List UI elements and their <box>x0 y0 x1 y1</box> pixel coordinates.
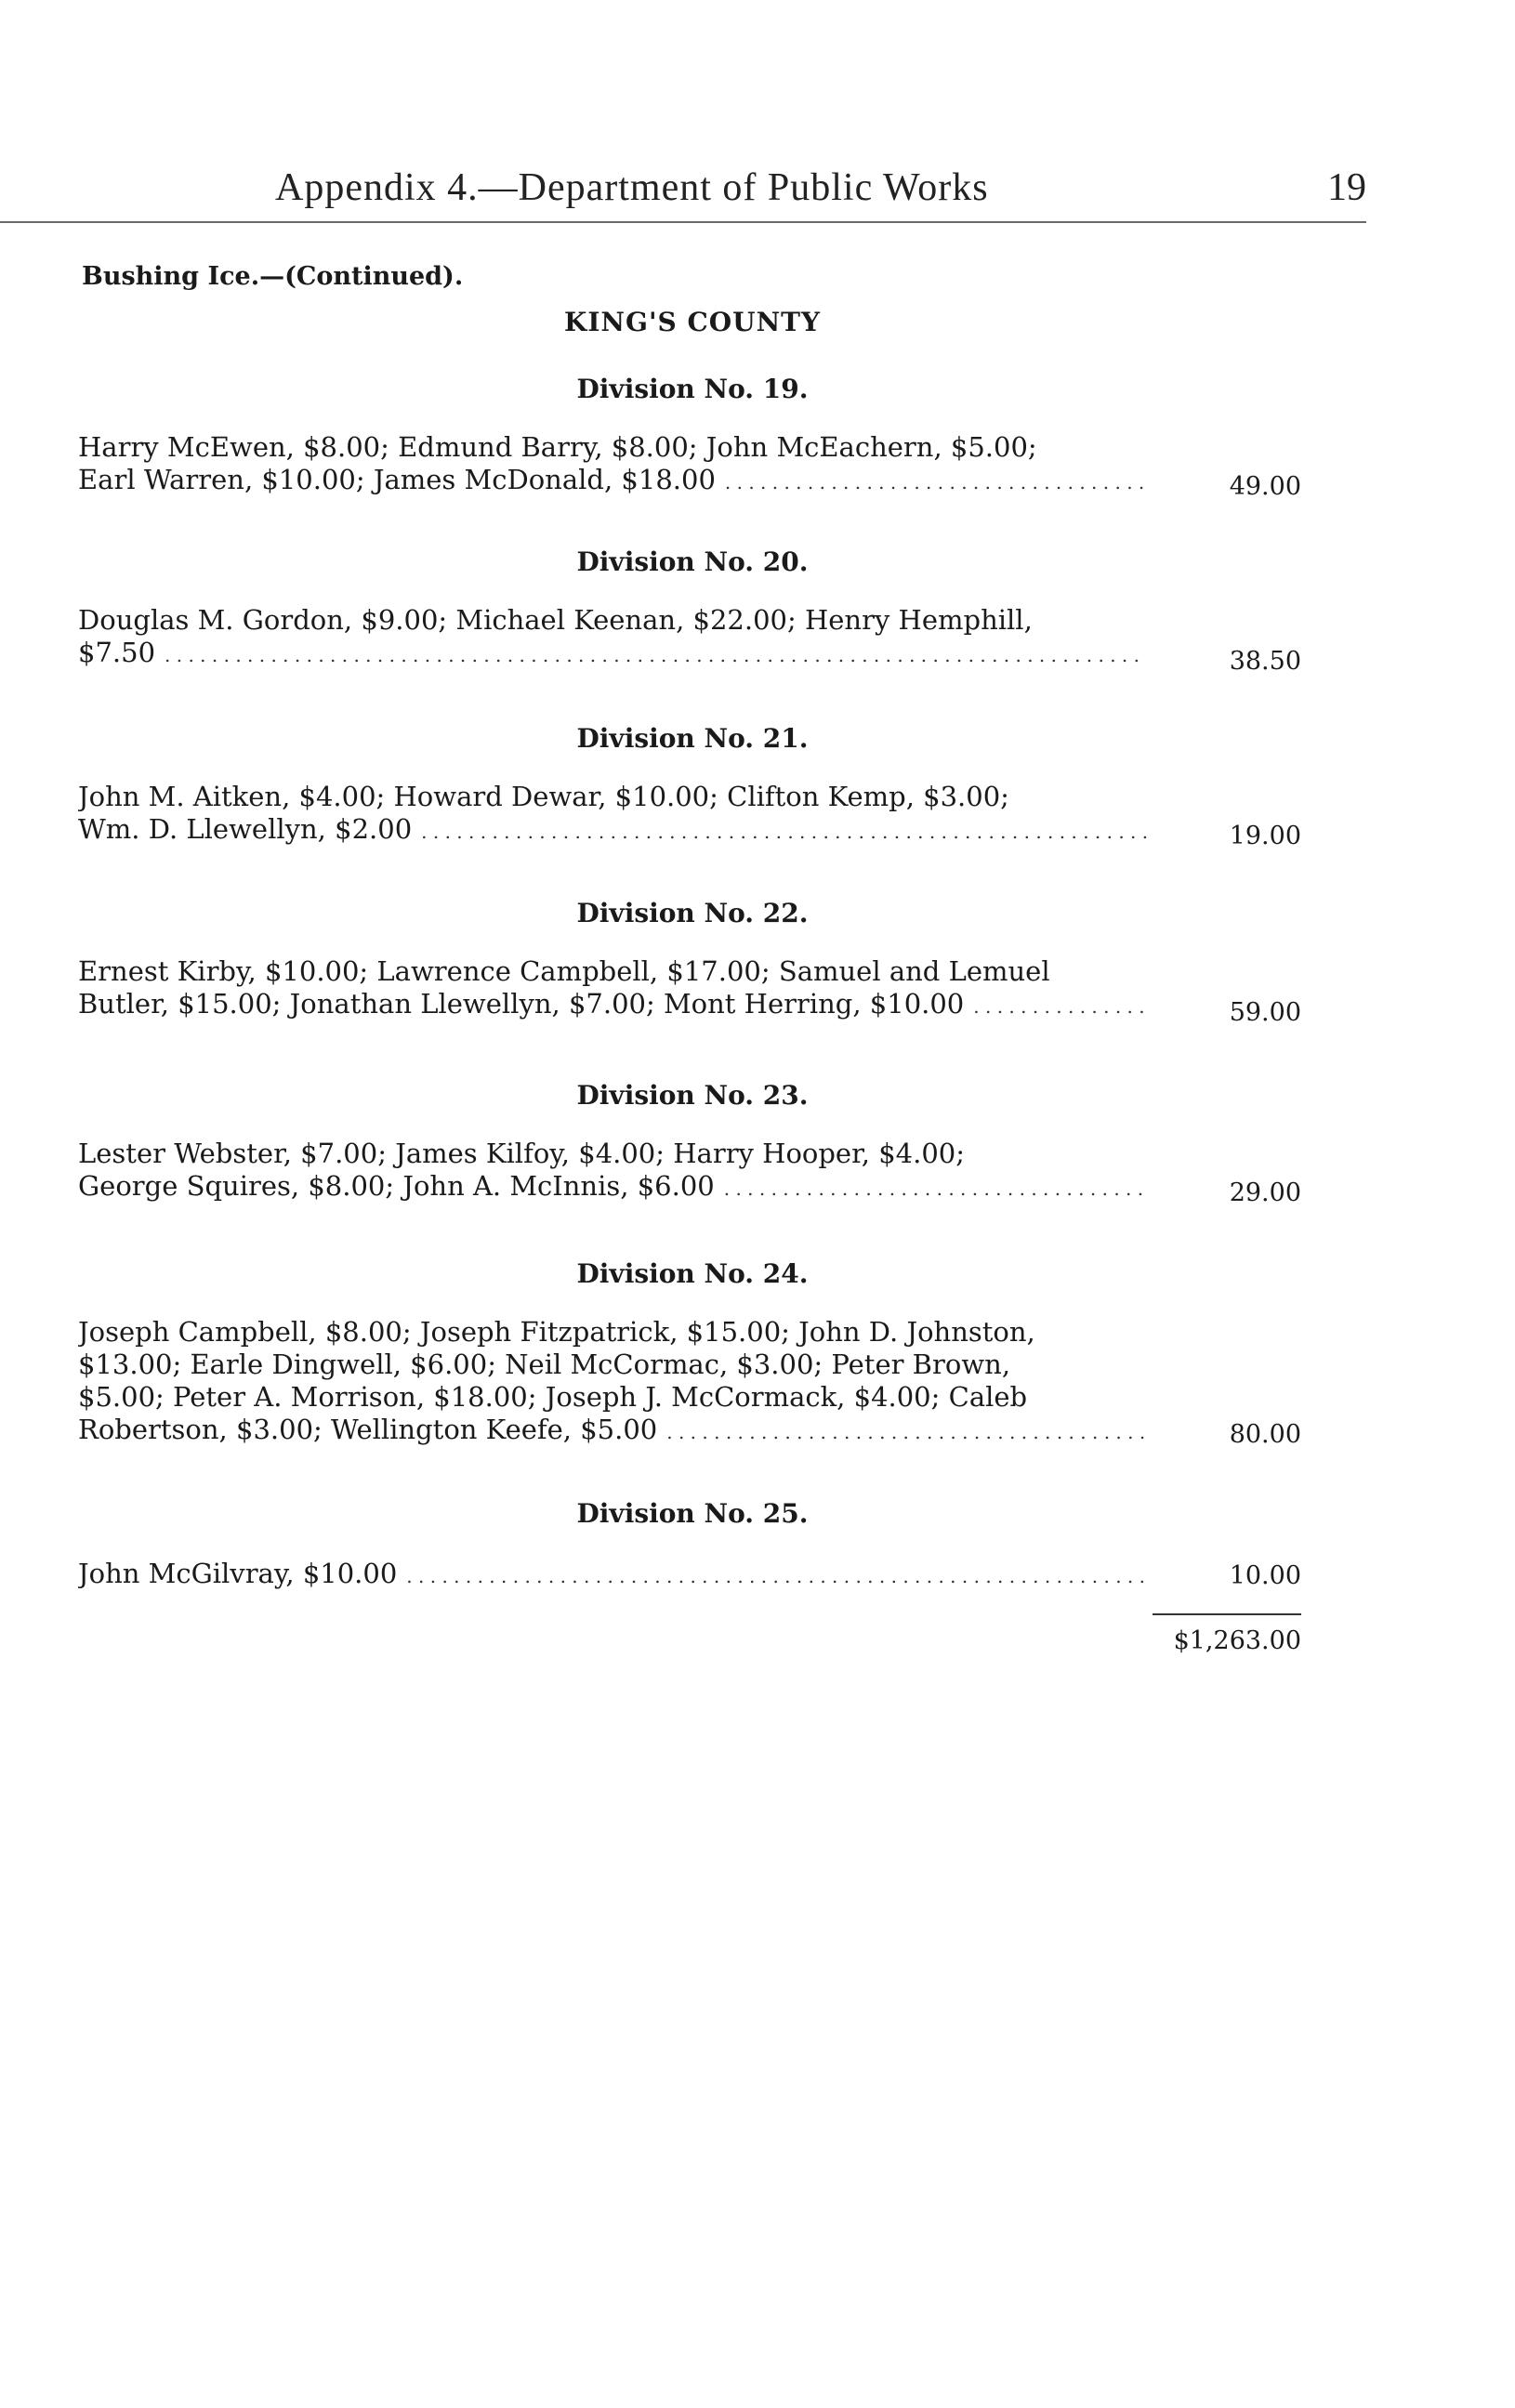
entry-line-last <box>78 1414 1147 1449</box>
dot-leader <box>421 813 1147 849</box>
total-rule <box>1153 1613 1301 1615</box>
division-amount: 49.00 <box>1229 472 1301 501</box>
division-entry <box>78 604 1147 672</box>
entry-line: Ernest Kirby, $10.00; Lawrence Campbell, $17.00; Samuel and Lemuel <box>78 955 1050 987</box>
grand-total: $1,263.00 <box>1173 1626 1301 1655</box>
division-amount: 29.00 <box>1229 1178 1301 1207</box>
entry-line-last <box>78 813 1147 849</box>
page-number: 19 <box>1327 166 1366 209</box>
entry-line-last <box>78 464 1147 499</box>
entry-line-text: Wm. D. Llewellyn, $2.00 <box>78 813 413 845</box>
entry-line: Harry McEwen, $8.00; Edmund Barry, $8.00; John McEachern, $5.00; <box>78 431 1037 463</box>
division-entry <box>78 1558 1147 1593</box>
division-heading: Division No. 22. <box>576 898 809 928</box>
entry-line-last <box>78 988 1147 1023</box>
division-heading: Division No. 23. <box>576 1080 809 1111</box>
entry-line-text: Butler, $15.00; Jonathan Llewellyn, $7.00; Mont Herring, $10.00 <box>78 988 965 1020</box>
division-entry <box>78 431 1147 499</box>
entry-line: Joseph Campbell, $8.00; Joseph Fitzpatrick, $15.00; John D. Johnston, <box>78 1316 1035 1348</box>
entry-line-text: George Squires, $8.00; John A. McInnis, $6.00 <box>78 1170 715 1202</box>
dot-leader <box>165 637 1147 672</box>
division-heading: Division No. 21. <box>576 723 809 754</box>
county-heading: KING'S COUNTY <box>564 307 821 337</box>
entry-line-text: Earl Warren, $10.00; James McDonald, $18.00 <box>78 464 716 495</box>
division-entry <box>78 1316 1147 1449</box>
dot-leader <box>666 1414 1147 1449</box>
entry-line-last <box>78 637 1147 672</box>
division-heading: Division No. 19. <box>576 374 809 404</box>
running-title: Appendix 4.—Department of Public Works <box>275 166 989 209</box>
division-amount: 80.00 <box>1229 1420 1301 1449</box>
dot-leader <box>973 988 1147 1023</box>
entry-line-text: John McGilvray, $10.00 <box>78 1558 398 1589</box>
division-heading: Division No. 25. <box>576 1498 809 1529</box>
entry-line-text: Robertson, $3.00; Wellington Keefe, $5.00 <box>78 1414 658 1445</box>
division-entry <box>78 955 1147 1023</box>
division-amount: 59.00 <box>1229 998 1301 1027</box>
division-amount: 19.00 <box>1229 822 1301 850</box>
entry-line-text: $7.50 <box>78 637 156 668</box>
entry-line: $13.00; Earle Dingwell, $6.00; Neil McCormac, $3.00; Peter Brown, <box>78 1349 1011 1380</box>
entry-line-last <box>78 1558 1147 1593</box>
entry-line: Douglas M. Gordon, $9.00; Michael Keenan, $22.00; Henry Hemphill, <box>78 604 1033 636</box>
section-label: Bushing Ice.—(Continued). <box>82 262 464 291</box>
entry-line: Lester Webster, $7.00; James Kilfoy, $4.00; Harry Hooper, $4.00; <box>78 1138 965 1169</box>
division-entry <box>78 781 1147 849</box>
division-heading: Division No. 24. <box>576 1258 809 1289</box>
entry-line-last <box>78 1170 1147 1205</box>
dot-leader <box>725 464 1147 499</box>
dot-leader <box>724 1170 1147 1205</box>
header-rule <box>0 221 1366 223</box>
dot-leader <box>406 1558 1147 1593</box>
division-heading: Division No. 20. <box>576 546 809 577</box>
running-head <box>0 158 1515 214</box>
entry-line: $5.00; Peter A. Morrison, $18.00; Joseph J. McCormack, $4.00; Caleb <box>78 1381 1028 1413</box>
entry-line: John M. Aitken, $4.00; Howard Dewar, $10.00; Clifton Kemp, $3.00; <box>78 781 1009 812</box>
division-amount: 38.50 <box>1229 647 1301 676</box>
division-amount: 10.00 <box>1229 1561 1301 1590</box>
division-entry <box>78 1138 1147 1205</box>
